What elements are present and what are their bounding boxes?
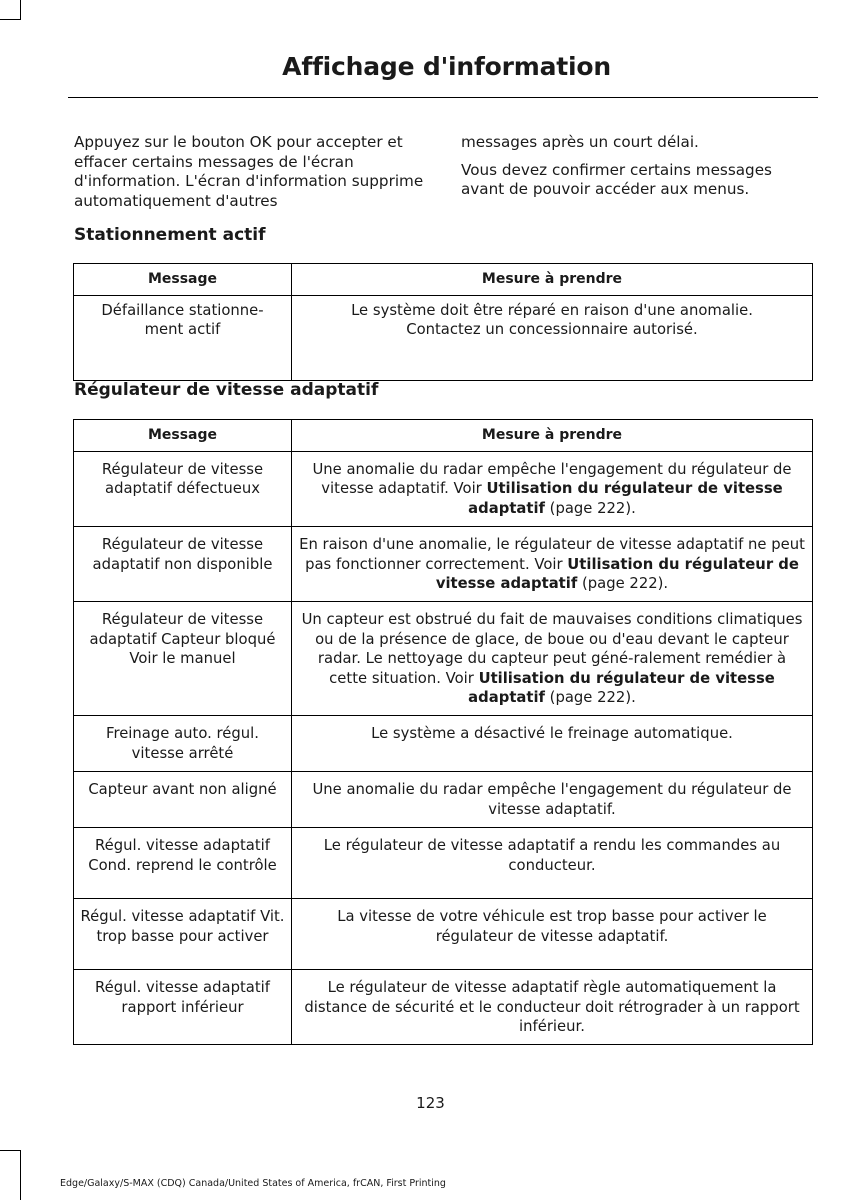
message-cell: Régulateur de vitesse adaptatif non disponible [74,527,292,602]
acc-messages-table [73,419,813,1045]
table-row [74,772,813,828]
parking-messages-table [73,263,813,381]
table-row [74,527,813,602]
table-header-row [74,264,813,296]
action-cell: Le régulateur de vitesse adaptatif règle automatiquement la distance de sécurité et le conducteur doit rétrograder à un rapport inférieur. [292,970,813,1045]
table-header-row [74,420,813,452]
message-cell: Régulateur de vitesse adaptatif Capteur bloqué Voir le manuel [74,602,292,716]
footer-print-info: Edge/Galaxy/S-MAX (CDQ) Canada/United States of America, frCAN, First Printing [60,1178,446,1189]
page-title: Affichage d'information [282,52,611,81]
action-cell: Le régulateur de vitesse adaptatif a rendu les commandes au conducteur. [292,828,813,899]
column-header-action: Mesure à prendre [292,264,813,296]
table-row [74,716,813,772]
crop-mark-top [20,0,21,20]
intro-left-column [74,133,436,219]
intro-right-column [461,133,816,208]
crop-mark-bottom-h [0,1150,20,1151]
action-cell [292,452,813,527]
page-reference: (page 222). [544,689,636,707]
page-reference: (page 222). [544,499,636,517]
intro-paragraph: Vous devez confirmer certains messages avant de pouvoir accéder aux menus. [461,160,772,199]
column-header-message: Message [74,420,292,452]
title-divider [68,97,818,98]
crop-mark-bottom [20,1150,21,1200]
message-cell: Capteur avant non aligné [74,772,292,828]
column-header-action: Mesure à prendre [292,420,813,452]
action-text: En raison d'une anomalie, le régulateur de vitesse adaptatif ne peut pas fonctionner correctement. Voir [299,536,805,573]
action-cell [292,602,813,716]
message-cell: Freinage auto. régul. vitesse arrêté [74,716,292,772]
crop-mark-top-h [0,19,20,20]
column-header-message: Message [74,264,292,296]
action-text: Un capteur est obstrué du fait de mauvaises conditions climatiques ou de la présence de glace, de boue ou d'eau devant le capteur radar. Le nettoyage du capteur peut géné-ralement remédier à cette situation. Voir [301,611,803,687]
message-cell: Régulateur de vitesse adaptatif défectueux [74,452,292,527]
table-row [74,899,813,970]
action-cell: Le système a désactivé le freinage automatique. [292,716,813,772]
section-heading-parking: Stationnement actif [74,225,266,245]
table-row [74,296,813,381]
section-heading-acc: Régulateur de vitesse adaptatif [74,380,379,400]
message-cell: Régul. vitesse adaptatif rapport inférieur [74,970,292,1045]
message-cell: Régul. vitesse adaptatif Cond. reprend le contrôle [74,828,292,899]
intro-paragraph: messages après un court délai. [461,133,699,151]
message-cell: Défaillance stationne- ment actif [74,296,292,381]
action-text: Une anomalie du radar empêche l'engagement du régulateur de vitesse adaptatif. Voir [312,461,792,498]
page-number: 123 [416,1094,445,1112]
action-cell: Le système doit être réparé en raison d'une anomalie. Contactez un concessionnaire autorisé. [292,296,813,381]
table-row [74,970,813,1045]
action-cell [292,527,813,602]
message-cell: Régul. vitesse adaptatif Vit. trop basse pour activer [74,899,292,970]
intro-paragraph: Appuyez sur le bouton OK pour accepter et effacer certains messages de l'écran d'information. L'écran d'information supprime automatiquement d'autres [74,133,424,210]
action-cell: Une anomalie du radar empêche l'engagement du régulateur de vitesse adaptatif. [292,772,813,828]
table-row [74,828,813,899]
cross-reference-link[interactable]: Utilisation du régulateur de vitesse adaptatif [468,669,775,707]
table-row [74,452,813,527]
action-cell: La vitesse de votre véhicule est trop basse pour activer le régulateur de vitesse adaptatif. [292,899,813,970]
table-row [74,602,813,716]
cross-reference-link[interactable]: Utilisation du régulateur de vitesse adaptatif [435,555,799,593]
cross-reference-link[interactable]: Utilisation du régulateur de vitesse adaptatif [468,480,783,517]
page-reference: (page 222). [577,575,669,593]
